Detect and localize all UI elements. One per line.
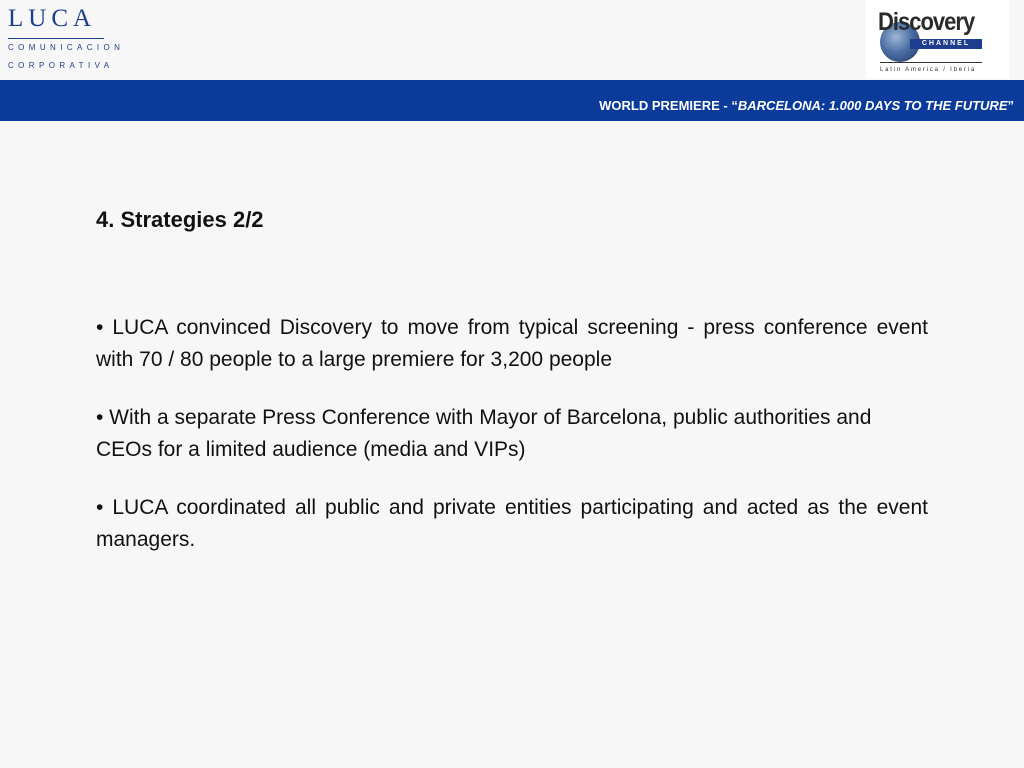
luca-wordmark: LUCA [8,5,97,32]
discovery-divider [880,62,982,63]
bullet-item: • LUCA convinced Discovery to move from typical screening - press conference event with 70 / 80 people to a large premiere for 3,200 people [96,316,928,371]
slide-content [96,206,928,582]
bullet-item: • With a separate Press Conference with Mayor of Barcelona, public authorities and CEOs for a limited audience (media and VIPs) [96,406,872,461]
bullet-item: • LUCA coordinated all public and private entities participating and acted as the event managers. [96,496,928,551]
slide-heading: 4. Strategies 2/2 [96,207,264,232]
luca-subtitle-line2: CORPORATIVA [8,61,114,70]
luca-subtitle-line1: COMUNICACION [8,43,125,52]
bullet-list [96,312,928,556]
banner-event-name: BARCELONA: 1.000 DAYS TO THE FUTURE [737,98,1008,113]
discovery-channel-label: CHANNEL [910,39,982,49]
banner-suffix: ” [1007,98,1014,113]
discovery-logo [866,0,1009,78]
title-banner [0,80,1024,121]
discovery-wordmark: Discovery [878,7,975,36]
luca-logo [8,5,125,71]
discovery-tagline: Latin America / Iberia [880,67,976,73]
banner-prefix: WORLD PREMIERE - “ [599,98,738,113]
luca-divider [8,38,104,39]
banner-title [599,98,1014,113]
